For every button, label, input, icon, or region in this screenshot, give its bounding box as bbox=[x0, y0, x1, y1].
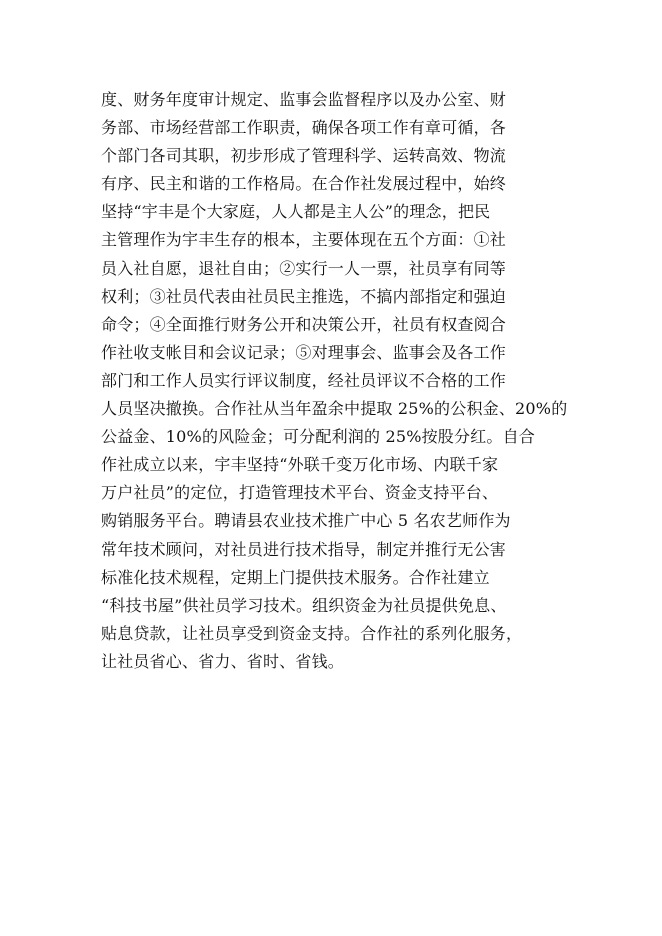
text-line-17: 常年技术顾问，对社员进行技术指导，制定并推行无公害 bbox=[101, 539, 507, 559]
body-paragraph bbox=[101, 86, 571, 676]
text-line-5: 坚持“宇丰是个大家庭，人人都是主人公”的理念，把民 bbox=[101, 202, 491, 222]
text-line-1: 度、财务年度审计规定、监事会监督程序以及办公室、财 bbox=[101, 90, 507, 109]
text-line-15: 万户社员”的定位，打造管理技术平台、资金支持平台、 bbox=[101, 483, 499, 503]
text-line-10: 作社收支帐目和会议记录；⑤对理事会、监事会及各工作 bbox=[101, 342, 507, 362]
text-line-6: 主管理作为宇丰生存的根本，主要体现在五个方面：①社 bbox=[101, 230, 507, 250]
text-line-4: 有序、民主和谐的工作格局。在合作社发展过程中，始终 bbox=[101, 174, 507, 194]
text-line-12: 人员坚决撤换。合作社从当年盈余中提取 25%的公积金、20%的 bbox=[101, 399, 568, 419]
text-line-21: 让社员省心、省力、省时、省钱。 bbox=[101, 651, 345, 671]
text-line-9: 命令；④全面推行财务公开和决策公开，社员有权查阅合 bbox=[101, 314, 507, 334]
text-line-14: 作社成立以来，宇丰坚持“外联千变万化市场、内联千家 bbox=[101, 455, 499, 475]
text-line-18: 标准化技术规程，定期上门提供技术服务。合作社建立 bbox=[101, 567, 490, 587]
text-line-16: 购销服务平台。聘请县农业技术推广中心 5 名农艺师作为 bbox=[101, 511, 511, 531]
text-line-8: 权利；③社员代表由社员民主推选，不搞内部指定和强迫 bbox=[101, 286, 507, 306]
text-line-7: 员入社自愿，退社自由；②实行一人一票，社员享有同等 bbox=[101, 258, 507, 278]
text-line-13: 公益金、10%的风险金；可分配利润的 25%按股分红。自合 bbox=[101, 427, 536, 447]
text-line-20: 贴息贷款，让社员享受到资金支持。合作社的系列化服务， bbox=[101, 623, 523, 643]
text-line-3: 个部门各司其职，初步形成了管理科学、运转高效、物流 bbox=[101, 146, 507, 166]
text-line-11: 部门和工作人员实行评议制度，经社员评议不合格的工作 bbox=[101, 370, 507, 390]
text-line-2: 务部、市场经营部工作职责，确保各项工作有章可循，各 bbox=[101, 118, 507, 138]
text-line-19: “科技书屋”供社员学习技术。组织资金为社员提供免息、 bbox=[101, 595, 507, 615]
